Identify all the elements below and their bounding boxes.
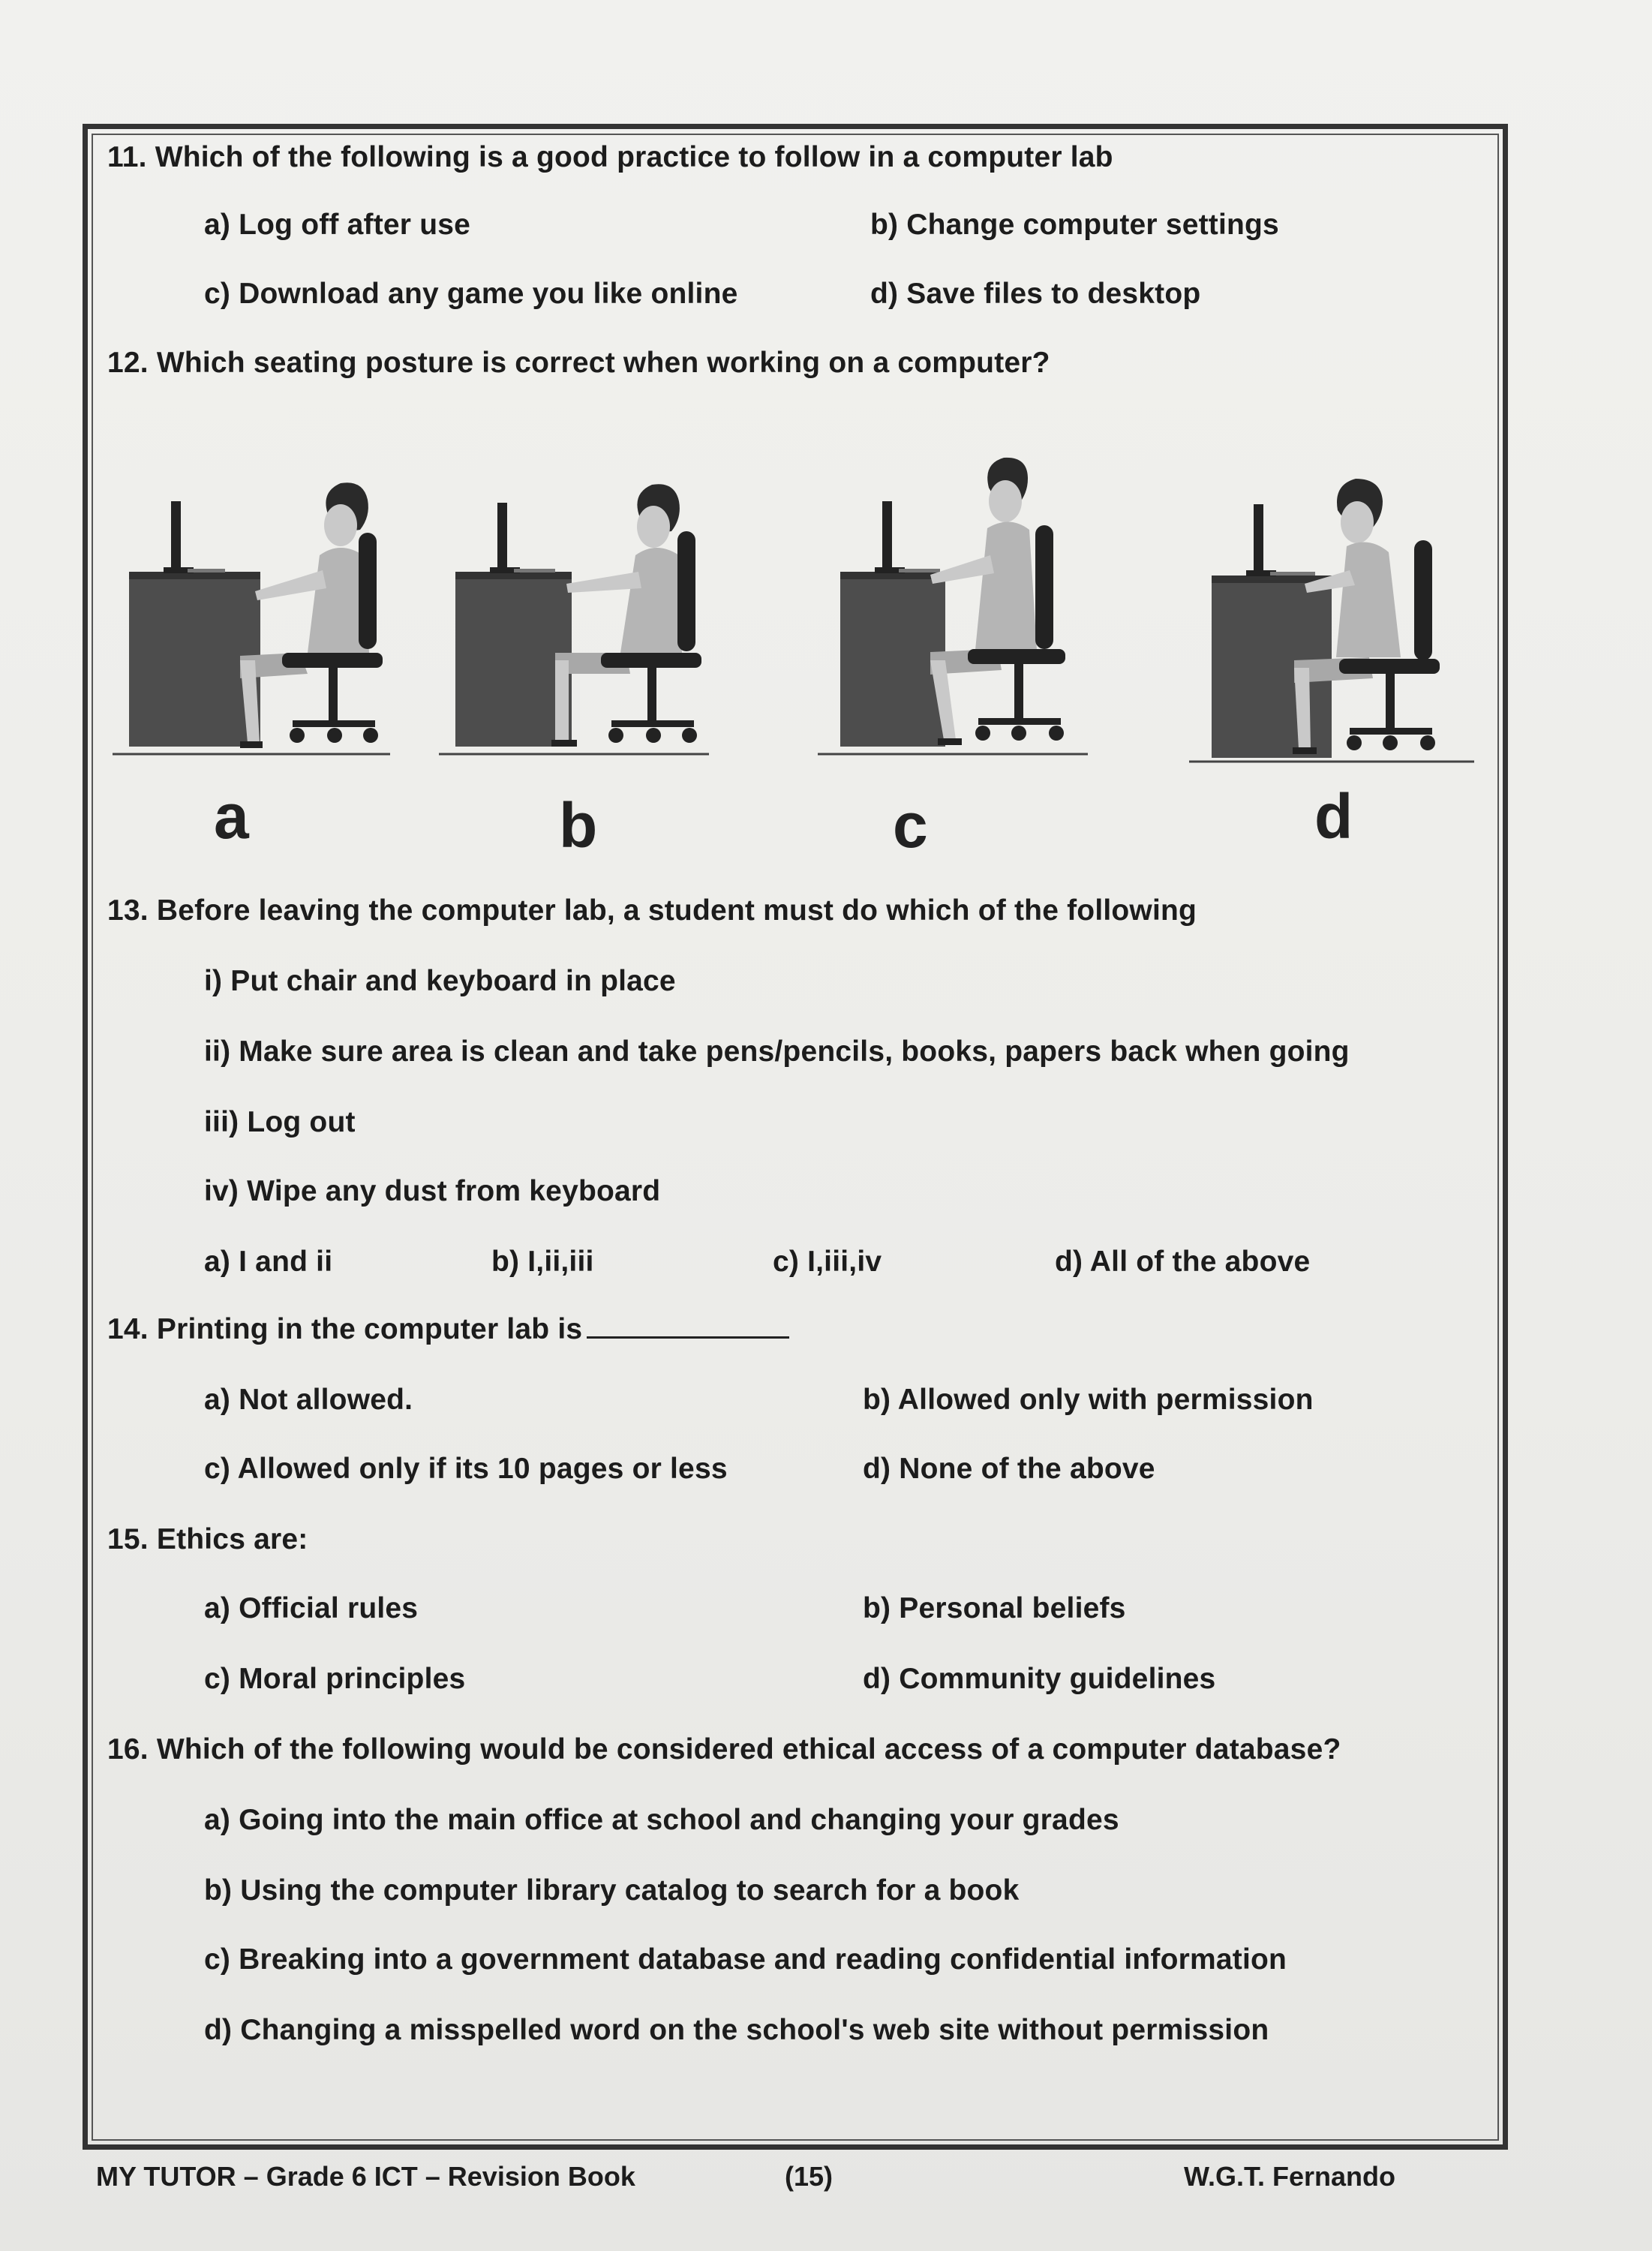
figure-label-b: b — [559, 790, 598, 861]
q11-option-c: c) Download any game you like online — [204, 278, 738, 310]
question-14-text: 14. Printing in the computer lab is — [107, 1313, 583, 1345]
footer-book-title: MY TUTOR – Grade 6 ICT – Revision Book — [96, 2161, 635, 2192]
posture-figure-d — [1189, 458, 1489, 773]
figure-label-d: d — [1314, 781, 1353, 852]
q13-option-d: d) All of the above — [1055, 1246, 1311, 1278]
posture-figure-a — [113, 435, 398, 765]
question-12: 12. Which seating posture is correct when working on a computer? — [107, 347, 1050, 379]
question-13: 13. Before leaving the computer lab, a student must do which of the following — [107, 894, 1197, 927]
posture-figure-b — [439, 443, 724, 765]
q15-option-a: a) Official rules — [204, 1592, 419, 1624]
figure-label-a: a — [214, 781, 249, 852]
q16-option-b: b) Using the computer library catalog to search for a book — [204, 1874, 1020, 1907]
q13-item-iii: iii) Log out — [204, 1106, 356, 1138]
q16-option-a: a) Going into the main office at school and changing your grades — [204, 1804, 1119, 1836]
footer-page-number: (15) — [785, 2161, 834, 2192]
q11-option-a: a) Log off after use — [204, 209, 471, 241]
posture-figure-c — [818, 435, 1103, 765]
question-14 — [107, 1313, 789, 1346]
q13-item-i: i) Put chair and keyboard in place — [204, 965, 676, 997]
q14-option-c: c) Allowed only if its 10 pages or less — [204, 1453, 728, 1485]
q13-item-iv: iv) Wipe any dust from keyboard — [204, 1175, 661, 1207]
footer-author: W.G.T. Fernando — [1184, 2161, 1396, 2192]
q15-option-d: d) Community guidelines — [863, 1663, 1216, 1695]
q14-option-d: d) None of the above — [863, 1453, 1155, 1485]
q11-option-d: d) Save files to desktop — [870, 278, 1201, 310]
question-16: 16. Which of the following would be considered ethical access of a computer database? — [107, 1733, 1341, 1766]
figure-label-c: c — [893, 790, 928, 861]
q14-option-b: b) Allowed only with permission — [863, 1384, 1314, 1416]
q15-option-c: c) Moral principles — [204, 1663, 466, 1695]
q13-item-ii: ii) Make sure area is clean and take pens/pencils, books, papers back when going — [204, 1035, 1350, 1068]
q16-option-d: d) Changing a misspelled word on the school's web site without permission — [204, 2014, 1269, 2046]
q13-option-b: b) I,ii,iii — [491, 1246, 594, 1278]
question-11: 11. Which of the following is a good practice to follow in a computer lab — [107, 141, 1113, 173]
answer-blank — [587, 1314, 789, 1339]
q11-option-b: b) Change computer settings — [870, 209, 1279, 241]
q15-option-b: b) Personal beliefs — [863, 1592, 1126, 1624]
question-15: 15. Ethics are: — [107, 1523, 308, 1555]
q14-option-a: a) Not allowed. — [204, 1384, 413, 1416]
q16-option-c: c) Breaking into a government database and reading confidential information — [204, 1943, 1287, 1976]
q13-option-a: a) I and ii — [204, 1246, 333, 1278]
q13-option-c: c) I,iii,iv — [773, 1246, 882, 1278]
